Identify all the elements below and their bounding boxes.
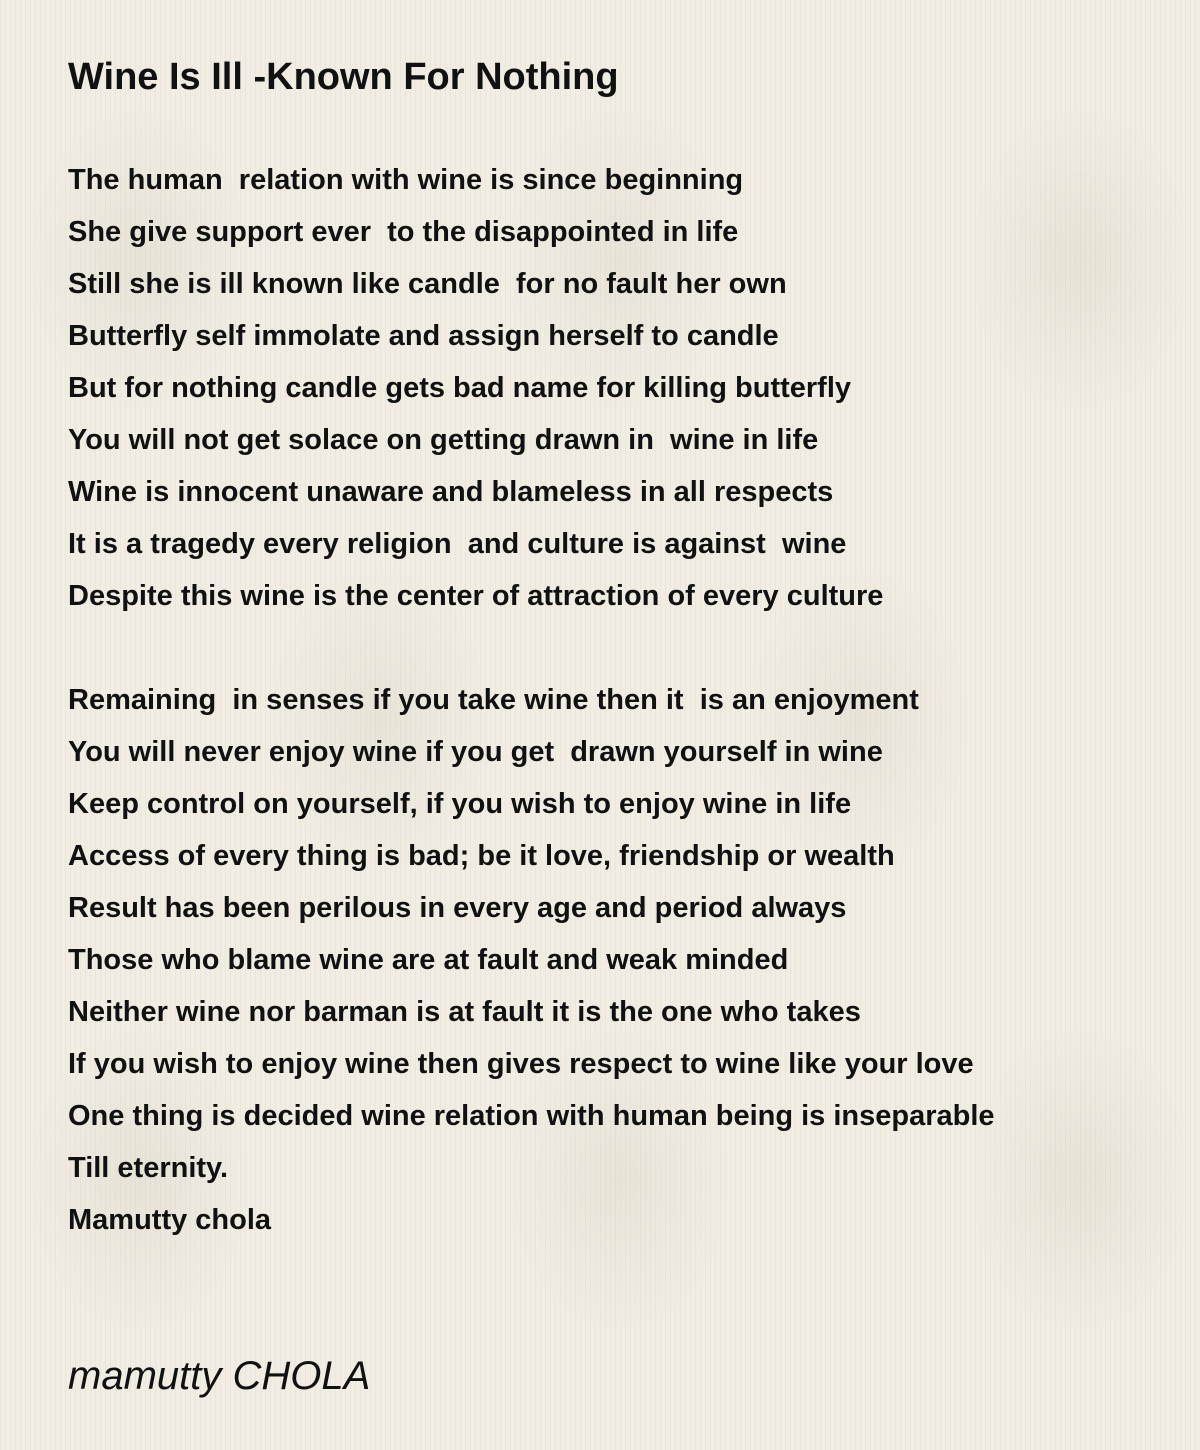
poem-line: But for nothing candle gets bad name for killing butterfly	[68, 372, 852, 404]
poem-line: You will never enjoy wine if you get drawn yourself in wine	[68, 736, 883, 768]
poem-line: Mamutty chola	[68, 1204, 272, 1236]
poem-line: Those who blame wine are at fault and weak minded	[68, 944, 789, 976]
poem-body	[68, 154, 1178, 1246]
poem-line: She give support ever to the disappointed in life	[68, 216, 739, 248]
poem-line: Keep control on yourself, if you wish to enjoy wine in life	[68, 788, 852, 820]
poem-line: One thing is decided wine relation with human being is inseparable	[68, 1100, 995, 1132]
poem-line: Wine is innocent unaware and blameless in all respects	[68, 476, 834, 508]
poem-line: You will not get solace on getting drawn in wine in life	[68, 424, 819, 456]
poem-line: It is a tragedy every religion and culture is against wine	[68, 528, 847, 560]
poem-line: If you wish to enjoy wine then gives respect to wine like your love	[68, 1048, 974, 1080]
poem-author: mamutty CHOLA	[68, 1354, 371, 1398]
stanza-break	[68, 622, 1178, 674]
poem-line: Neither wine nor barman is at fault it is the one who takes	[68, 996, 861, 1028]
poem-line: Remaining in senses if you take wine then it is an enjoyment	[68, 684, 919, 716]
poem-line: The human relation with wine is since beginning	[68, 164, 744, 196]
poem-line: Result has been perilous in every age and period always	[68, 892, 847, 924]
poem-title: Wine Is Ill -Known For Nothing	[68, 56, 619, 98]
poem-line: Despite this wine is the center of attraction of every culture	[68, 580, 884, 612]
poem-line: Access of every thing is bad; be it love, friendship or wealth	[68, 840, 895, 872]
poem-line: Butterfly self immolate and assign herself to candle	[68, 320, 779, 352]
poem-line: Still she is ill known like candle for no fault her own	[68, 268, 787, 300]
poem-line: Till eternity.	[68, 1152, 229, 1184]
